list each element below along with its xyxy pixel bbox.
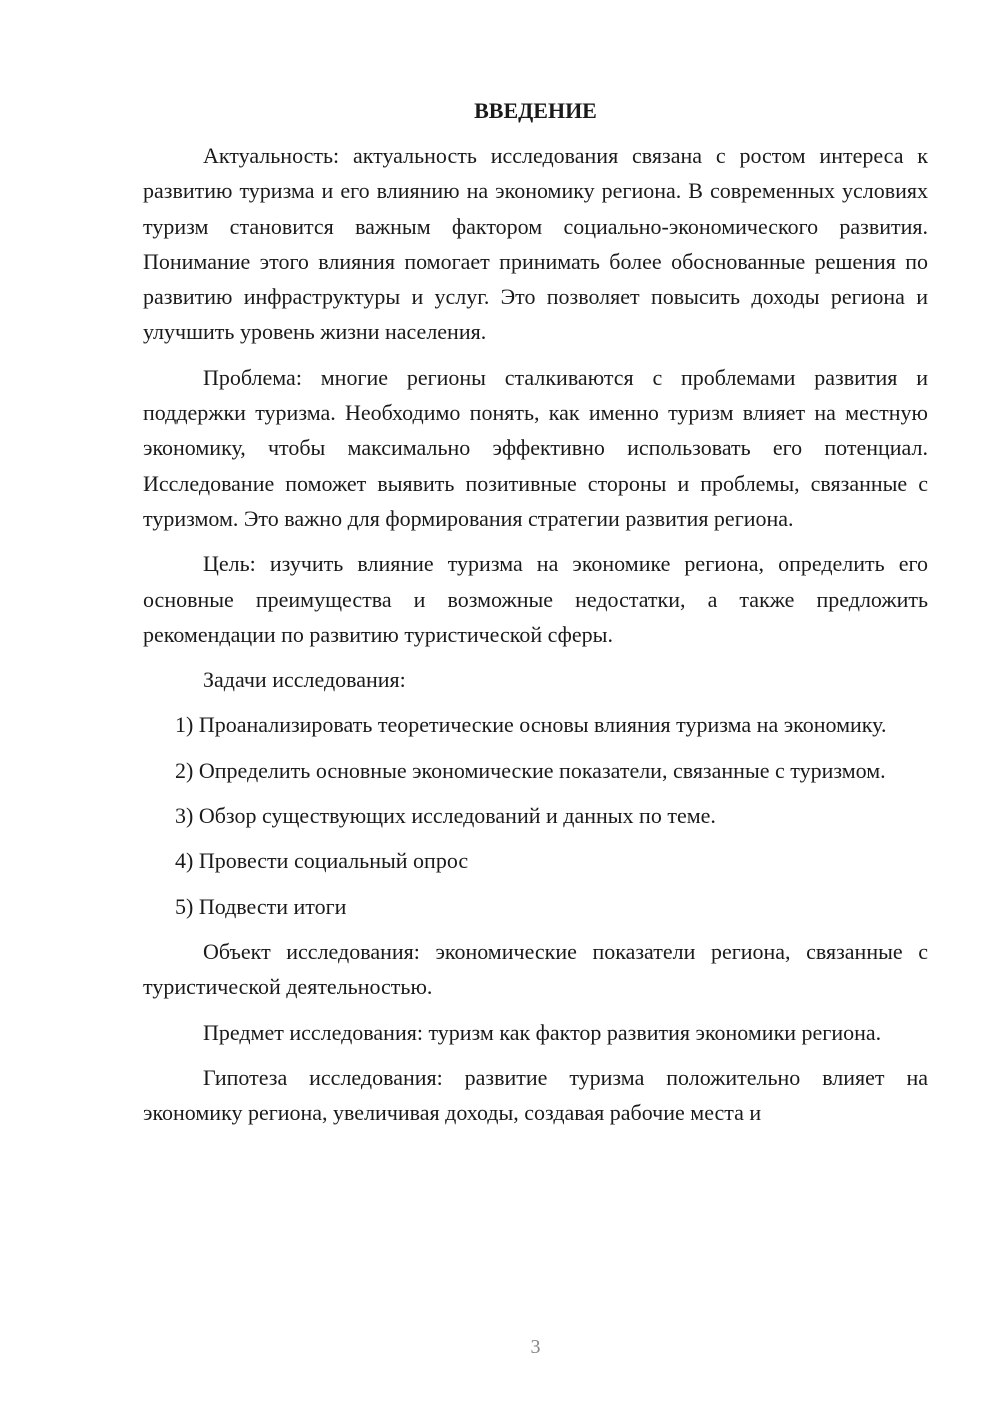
task-item-4: 4) Провести социальный опрос [175,848,469,874]
paragraph-hypothesis: Гипотеза исследования: развитие туризма положительно влияет на экономику региона, увеличивая доходы, создавая рабочие места и [143,1064,928,1126]
task-item-1: 1) Проанализировать теоретические основы влияния туризма на экономику. [175,712,887,738]
paragraph-subject: Предмет исследования: туризм как фактор развития экономики региона. [203,1019,882,1045]
paragraph-problem: Проблема: многие регионы сталкиваются с проблемами развития и поддержки туризма. Необходимо понять, как именно туризм влияет на местную экономику, чтобы максимально эффективно использовать его потенциал. Исследование поможет выявить позитивные стороны и проблемы, связанные с туризмом. Это важно для формирования стратегии развития региона. [143,364,928,531]
paragraph-goal: Цель: изучить влияние туризма на экономике региона, определить его основные преимущества и возможные недостатки, а также предложить рекомендации по развитию туристической сферы. [143,551,928,647]
paragraph-object: Объект исследования: экономические показатели региона, связанные с туристической деятельностью. [143,938,928,1000]
page-content [143,94,928,1140]
tasks-heading: Задачи исследования: [203,667,406,693]
task-item-5: 5) Подвести итоги [175,893,347,919]
page-title: ВВЕДЕНИЕ [474,98,597,123]
task-item-2: 2) Определить основные экономические показатели, связанные с туризмом. [175,757,886,783]
paragraph-relevance: Актуальность: актуальность исследования связана с ростом интереса к развитию туризма и его влиянию на экономику региона. В современных условиях туризм становится важным фактором социально-экономического развития. Понимание этого влияния помогает принимать более обоснованные решения по развитию инфраструктуры и услуг. Это позволяет повысить доходы региона и улучшить уровень жизни населения. [143,143,928,345]
task-item-3: 3) Обзор существующих исследований и данных по теме. [175,803,716,829]
page-number: 3 [530,1336,541,1358]
